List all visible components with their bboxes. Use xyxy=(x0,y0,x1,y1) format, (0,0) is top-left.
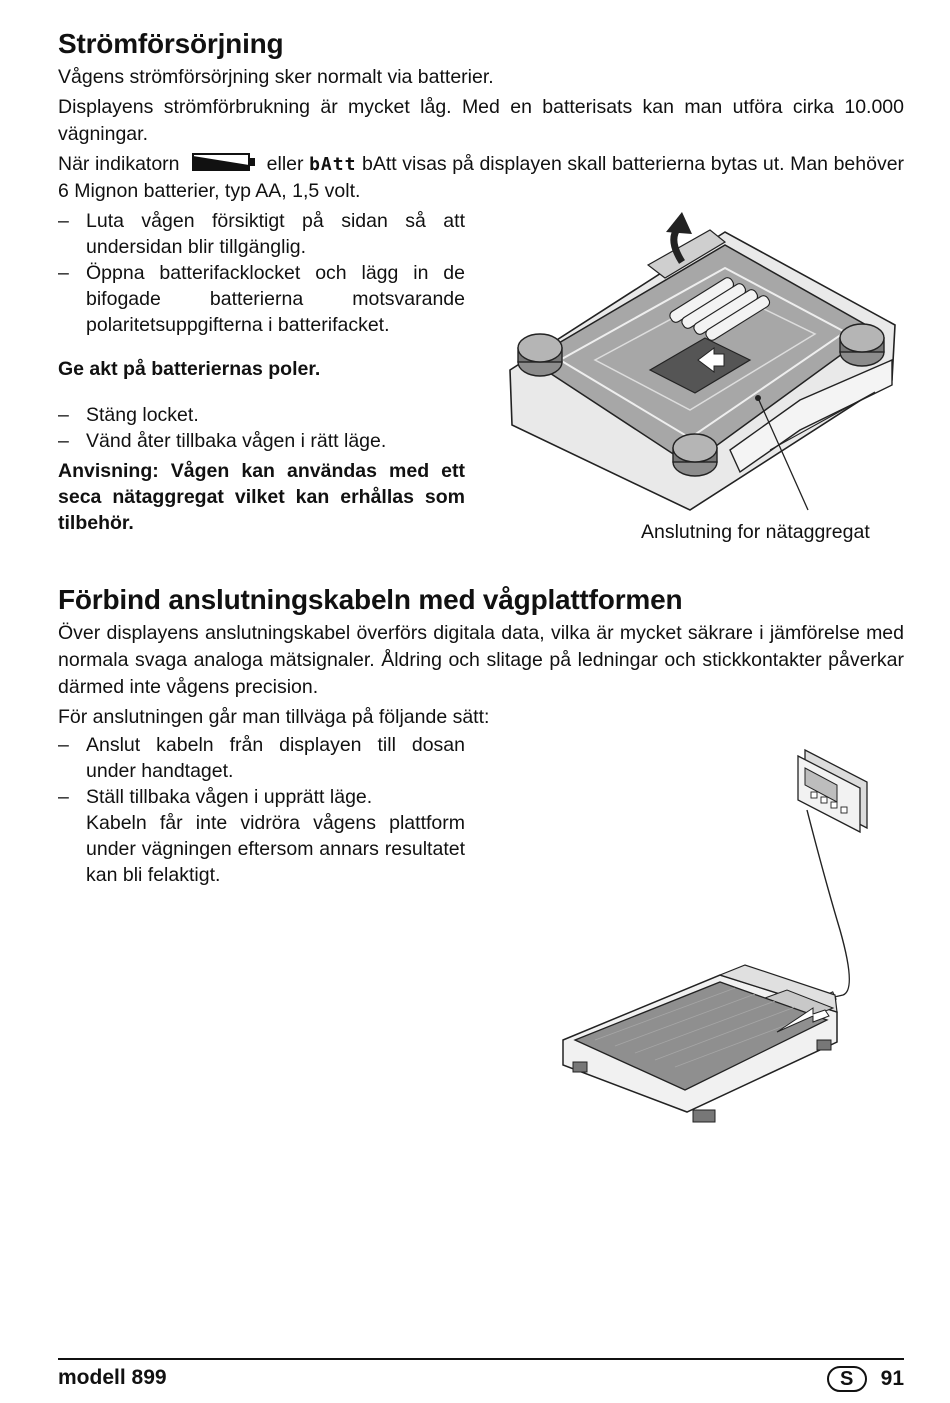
step-tilt-scale: Luta vågen försiktigt på sidan så att undersidan blir tillgänglig. xyxy=(86,210,465,258)
list-item: – Ställ tillbaka vågen i upprätt läge. xyxy=(58,786,373,808)
battery-low-icon xyxy=(191,152,257,172)
p3-prefix: När indikatorn xyxy=(58,153,180,175)
lcd-batt-symbol: bAtt xyxy=(309,154,357,175)
steps-list-a xyxy=(58,208,465,338)
step-set-upright: Ställ tillbaka vågen i upprätt läge. xyxy=(86,786,373,808)
list-item: – Vänd åter tillbaka vågen i rätt läge. xyxy=(58,430,387,452)
list-item: – Luta vågen försiktigt på sidan så att undersidan blir tillgänglig. xyxy=(58,210,465,258)
scale-display-connection-figure xyxy=(555,740,875,1150)
power-adapter-note: Anvisning: Vågen kan användas med ett seca nätaggregat vilket kan erhållas som tilbehör. xyxy=(58,460,465,534)
footer-rule xyxy=(58,1358,904,1360)
language-badge: S xyxy=(827,1366,867,1392)
step-open-battery-lid: Öppna batterifacklocket och lägg in de bifogade batterierna motsvarande polaritetsuppgifterna i batterifacket. xyxy=(86,262,465,336)
p3-or: eller xyxy=(266,153,304,175)
list-item xyxy=(58,810,465,888)
footer-page-info xyxy=(827,1366,904,1392)
power-paragraph-1: Vågens strömförsörjning sker normalt via batterier. xyxy=(58,66,494,88)
section-title-power: Strömförsörjning xyxy=(58,28,284,59)
step-connect-cable: Anslut kabeln från displayen till dosan under handtaget. xyxy=(86,734,465,782)
polarity-warning: Ge akt på batteriernas poler. xyxy=(58,358,321,380)
cable-paragraph-1: Över displayens anslutningskabel överförs digitala data, vilka är mycket säkrare i jämförelse med normala svaga analoga mätsignaler. Åldring och slitage på ledningar och stickkontakter påverkar därmed inte vågens precision. xyxy=(58,622,904,698)
steps-list-b xyxy=(58,402,465,454)
list-item: – Anslut kabeln från displayen till dosan under handtaget. xyxy=(58,734,465,782)
p3-rest: bAtt visas på displayen skall batterierna bytas ut. Man behöver 6 Mignon batterier, typ AA, 1,5 volt. xyxy=(58,153,905,202)
power-paragraph-2: Displayens strömförbrukning är mycket låg. Med en batterisats kan man utföra cirka 10.000 vägningar. xyxy=(58,96,904,145)
section-title-cable: Förbind anslutningskabeln med vågplattformen xyxy=(58,584,683,615)
scale-underside-figure xyxy=(500,210,905,515)
footer-model: modell 899 xyxy=(58,1366,167,1389)
cable-paragraph-2: För anslutningen går man tillväga på följande sätt: xyxy=(58,706,490,728)
page-number: 91 xyxy=(880,1367,904,1390)
step-turn-back: Vänd åter tillbaka vågen i rätt läge. xyxy=(86,430,387,452)
figure-caption-power-connector: Anslutning for nätaggregat xyxy=(641,521,870,543)
power-paragraph-3 xyxy=(58,151,904,205)
list-item: – Stäng locket. xyxy=(58,404,199,426)
steps-list-cable xyxy=(58,732,465,888)
step-close-lid: Stäng locket. xyxy=(86,404,199,426)
cable-warning-note: Kabeln får inte vidröra vågens plattform under vägningen eftersom annars resultatet kan bli felaktigt. xyxy=(86,812,465,886)
list-item: – Öppna batterifacklocket och lägg in de bifogade batterierna motsvarande polaritetsuppgifterna i batterifacket. xyxy=(58,262,465,336)
